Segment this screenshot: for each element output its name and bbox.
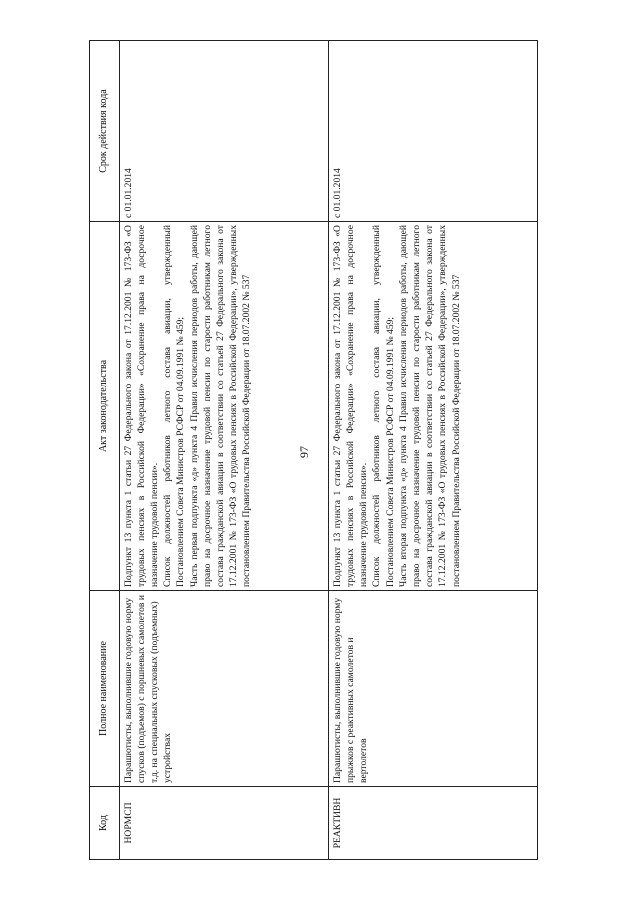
row-code: НОРМСП — [119, 787, 328, 860]
table-header-row — [90, 41, 120, 860]
row-full-name: Парашютисты, выполнившие годовую норму прыжков с реактивных самолетов и вертолетов — [328, 591, 537, 787]
legislation-code-table — [89, 40, 538, 860]
act-paragraph: Список должностей работников летного состава авиации, утвержденный Постановлением Совета Министров РСФСР от 04.09.1991 № 459; — [371, 225, 396, 587]
act-paragraph: Подпункт 13 пункта 1 статьи 27 Федерального закона от 17.12.2001 № 173-ФЗ «О трудовых пенсиях в Российской Федерации» «Сохранение права на досрочное назначение трудовой пенсии». — [331, 225, 370, 587]
table-row — [328, 41, 537, 860]
act-paragraph: Подпункт 13 пункта 1 статьи 27 Федерального закона от 17.12.2001 № 173-ФЗ «О трудовых пенсиях в Российской Федерации» «Сохранение права на досрочное назначение трудовой пенсии». — [122, 225, 160, 587]
act-paragraph: Часть вторая подпункта «д» пункта 4 Правил исчисления периодов работы, дающей право на досрочное назначение трудовой пенсии по старости работникам летного состава гражданской авиации в соответствии со статьей 27 Федерального закона от 17.12.2001 № 173-ФЗ «О трудовых пенсиях в Российской Федерации», утвержденных постановлением Правительства Российской Федерации от 18.07.2002 № 537 — [397, 225, 462, 587]
act-paragraph: Часть первая подпункта «д» пункта 4 Правил исчисления периодов работы, дающей право на досрочное назначение трудовой пенсии по старости работникам летного состава гражданской авиации в соответствии со статьей 27 Федерального закона от 17.12.2001 № 173-ФЗ «О трудовых пенсиях в Российской Федерации», утвержденных постановлением Правительства Российской Федерации от 18.07.2002 № 537 — [188, 225, 253, 587]
header-validity: Срок действия кода — [90, 41, 120, 222]
table-row — [119, 41, 328, 860]
page-number: 97 — [297, 446, 311, 458]
header-act: Акт законодательства — [90, 222, 120, 591]
row-act — [328, 222, 537, 591]
act-paragraph: Список должностей работников летного состава авиации, утвержденный Постановлением Совета Министров РСФСР от 04.09.1991 № 459; — [162, 225, 187, 587]
header-code: Код — [90, 787, 120, 860]
row-code: РЕАКТИВН — [328, 787, 537, 860]
row-act — [119, 222, 328, 591]
row-validity: с 01.01.2014 — [328, 41, 537, 222]
row-validity: с 01.01.2014 — [119, 41, 328, 222]
rotated-table-container — [89, 41, 538, 860]
row-full-name: Парашютисты, выполнившие годовую норму спусков (подъемов) с поршневых самолетов и т.д. на специальных спусковых (подъемных) устройствах — [119, 591, 328, 787]
header-full-name: Полное наименование — [90, 591, 120, 787]
